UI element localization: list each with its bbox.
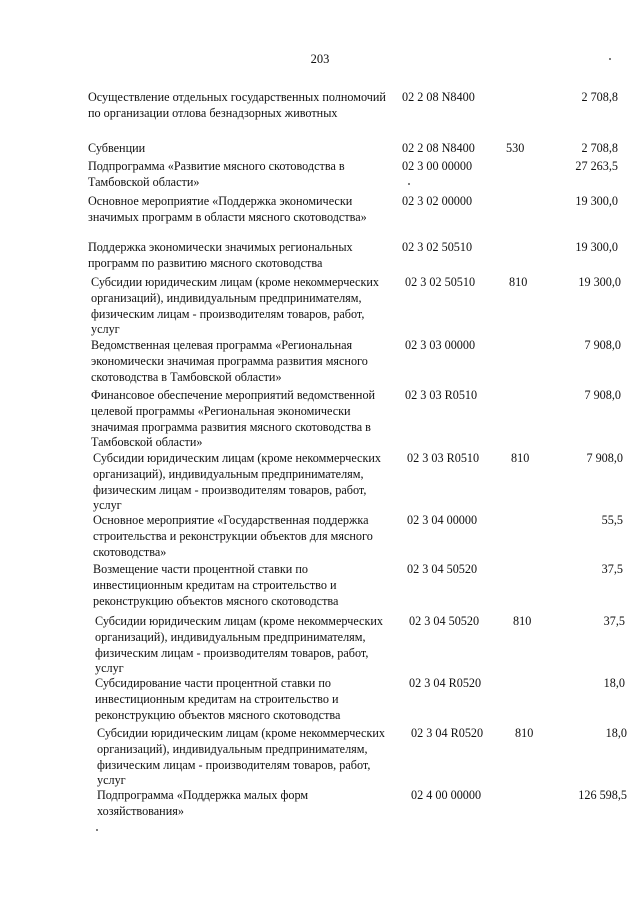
row-expense-type: 810: [511, 451, 530, 465]
row-code: 02 3 03 R0510: [405, 388, 478, 402]
row-name: Основное мероприятие «Государственная поддержка строительства и реконструкции объектов для мясного скотоводства»: [93, 513, 373, 559]
row-code: 02 3 02 50510: [402, 240, 473, 254]
row-name: Основное мероприятие «Поддержка экономически значимых программ в области мясного скотоводства»: [88, 194, 367, 224]
row-amount: 19 300,0: [578, 275, 621, 289]
row-name: Субсидии юридическим лицам (кроме некоммерческих организаций), индивидуальным предпринимателям, физическим лицам - производителям товаров, работ, услуг: [91, 275, 379, 337]
row-amount: 55,5: [601, 513, 623, 527]
row-code: 02 3 03 R0510: [407, 451, 480, 465]
row-name: Поддержка экономически значимых региональных программ по развитию мясного скотоводства: [88, 240, 353, 270]
row-code: 02 3 02 00000: [402, 194, 473, 208]
row-name: Подпрограмма «Развитие мясного скотоводства в Тамбовской области»: [88, 159, 345, 189]
row-amount: 37,5: [603, 614, 625, 628]
row-code: 02 3 04 00000: [407, 513, 478, 527]
page-number: 203: [310, 52, 330, 66]
row-amount: 7 908,0: [584, 388, 621, 402]
row-amount: 126 598,5: [578, 788, 627, 802]
row-name: Субсидии юридическим лицам (кроме некоммерческих организаций), индивидуальным предпринимателям, физическим лицам - производителям товаров, работ, услуг: [95, 614, 383, 676]
row-code: 02 3 04 50520: [409, 614, 480, 628]
row-amount: 19 300,0: [575, 194, 618, 208]
row-code: 02 3 00 00000: [402, 159, 473, 173]
row-amount: 2 708,8: [581, 90, 618, 104]
row-expense-type: 810: [515, 726, 534, 740]
row-name: Подпрограмма «Поддержка малых форм хозяйствования»: [97, 788, 309, 818]
row-amount: 7 908,0: [586, 451, 623, 465]
row-code: 02 3 04 R0520: [411, 726, 484, 740]
row-amount: 37,5: [601, 562, 623, 576]
row-amount: 18,0: [603, 676, 625, 690]
row-expense-type: 530: [506, 141, 525, 155]
row-name: Субсидии юридическим лицам (кроме некоммерческих организаций), индивидуальным предпринимателям, физическим лицам - производителям товаров, работ, услуг: [97, 726, 385, 788]
row-code: 02 3 04 50520: [407, 562, 478, 576]
row-code: 02 2 08 N8400: [402, 141, 475, 155]
row-code: 02 2 08 N8400: [402, 90, 475, 104]
row-amount: 27 263,5: [575, 159, 618, 173]
scan-speck: [609, 58, 611, 60]
row-name: Субвенции: [88, 141, 146, 155]
row-expense-type: 810: [513, 614, 532, 628]
row-name: Осуществление отдельных государственных полномочий по организации отлова безнадзорных животных: [88, 90, 386, 120]
row-amount: 2 708,8: [581, 141, 618, 155]
row-name: Субсидирование части процентной ставки по инвестиционным кредитам на строительство и реконструкцию объектов мясного скотоводства: [95, 676, 341, 722]
scan-speck: [408, 183, 410, 185]
row-name: Субсидии юридическим лицам (кроме некоммерческих организаций), индивидуальным предпринимателям, физическим лицам - производителям товаров, работ, услуг: [93, 451, 381, 513]
row-code: 02 3 03 00000: [405, 338, 476, 352]
scan-speck: [96, 829, 98, 831]
row-name: Финансовое обеспечение мероприятий ведомственной целевой программы «Региональная экономически значимая программа развития мясного скотоводства в Тамбовской области»: [91, 388, 376, 450]
row-code: 02 3 04 R0520: [409, 676, 482, 690]
row-amount: 19 300,0: [575, 240, 618, 254]
row-amount: 7 908,0: [584, 338, 621, 352]
row-code: 02 3 02 50510: [405, 275, 476, 289]
row-name: Ведомственная целевая программа «Региональная экономически значимая программа развития мясного скотоводства в Тамбовской области»: [91, 338, 368, 384]
row-name: Возмещение части процентной ставки по инвестиционным кредитам на строительство и реконструкцию объектов мясного скотоводства: [93, 562, 339, 608]
row-expense-type: 810: [509, 275, 528, 289]
row-code: 02 4 00 00000: [411, 788, 482, 802]
row-amount: 18,0: [605, 726, 627, 740]
